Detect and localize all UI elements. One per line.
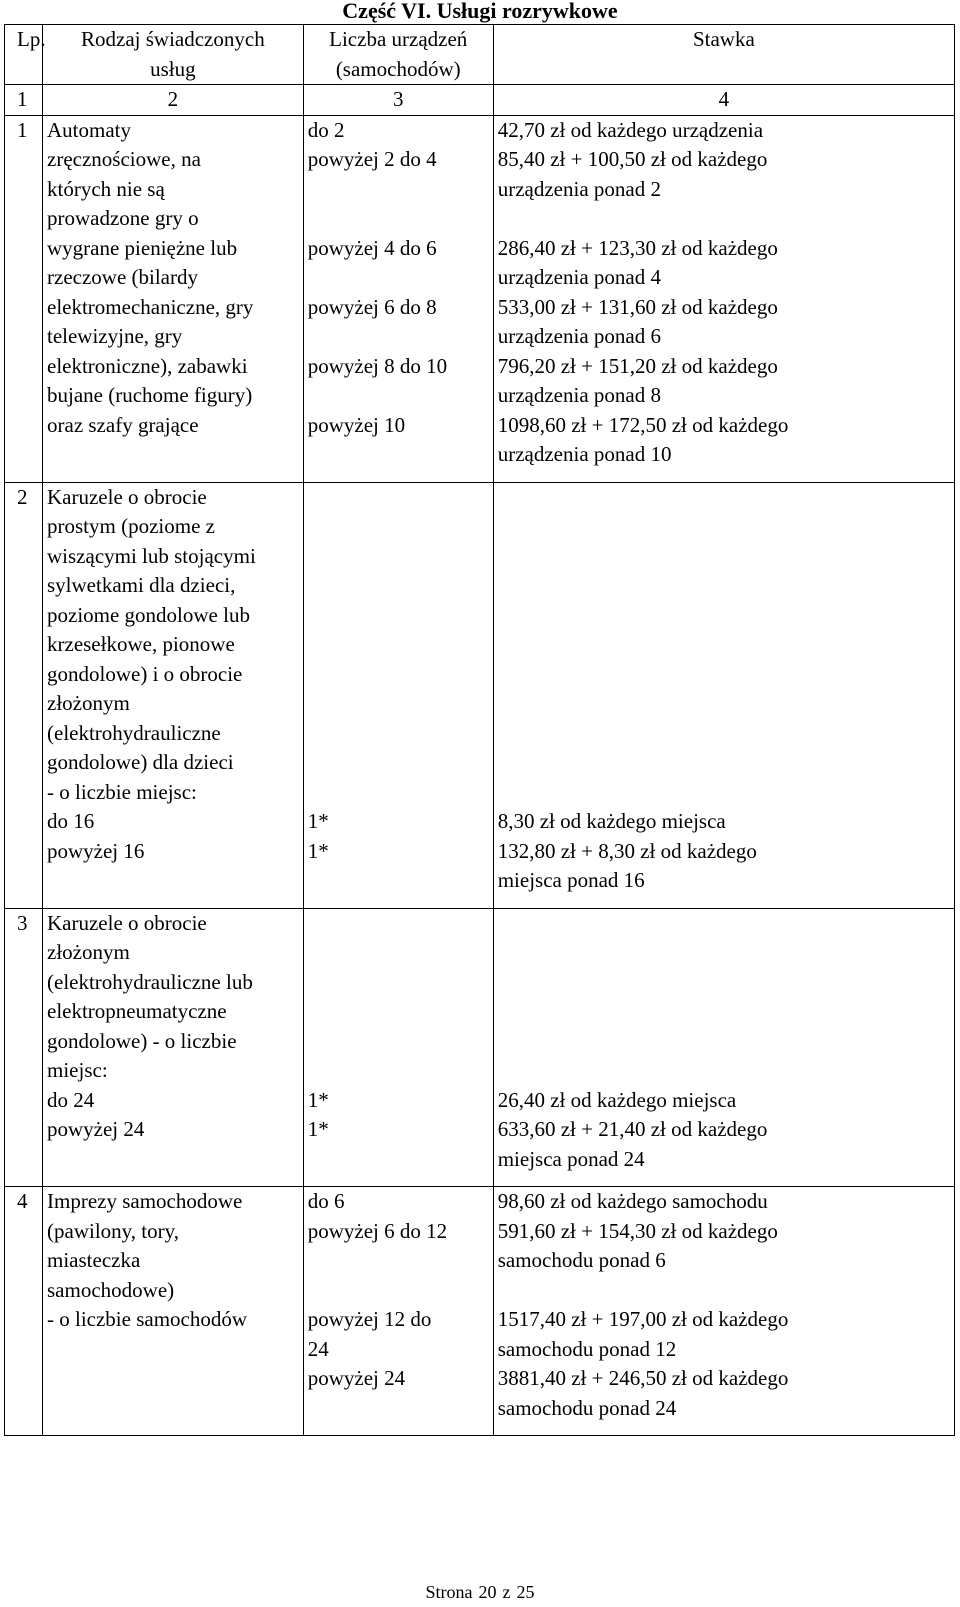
type-line: złożonym [47,691,130,715]
blank-line [498,997,950,1027]
blank-line [498,938,950,968]
blank-line [498,719,950,749]
count-line: do 2 [307,117,345,142]
cell-type [43,908,304,1187]
type-line: krzesełkowe, pionowe [47,632,235,656]
type-line: do 24 [47,1087,95,1112]
blank-line [498,1276,950,1306]
count-line: powyżej 4 do 6 [307,235,437,260]
blank-line [498,968,950,998]
type-line: bujane (ruchome figury) [47,383,253,407]
type-line: - o liczbie miejsc: [47,779,197,804]
section-title: Część VI. Usługi rozrywkowe [342,0,618,23]
rate-line: miejsca ponad 24 [497,1146,645,1171]
footer-label: Strona [425,1582,473,1602]
cell-rate [493,1187,954,1436]
cell-rate [493,908,954,1187]
type-line: poziome gondolowe lub [47,602,250,627]
type-line: prostym (poziome z [47,514,215,538]
blank-line [308,483,489,513]
type-line: elektromechaniczne, gry [47,294,254,319]
header-count-line: (samochodów) [335,56,461,81]
header-type-line: Rodzaj świadczonych [81,27,265,51]
header-row [5,25,955,85]
rate-line: samochodu ponad 6 [497,1248,666,1272]
type-line: Automaty [47,117,131,142]
type-line: gondolowe) i o obrocie [47,661,243,686]
row-number: 4 [5,1187,43,1436]
type-line: prowadzone gry o [47,206,199,230]
cell-rate [493,115,954,482]
cell-type [43,482,304,908]
blank-line [498,571,950,601]
rate-line: samochodu ponad 12 [497,1336,677,1361]
rate-line: 8,30 zł od każdego miejsca [497,809,726,833]
blank-line [308,909,489,939]
footer-of: z [502,1582,511,1602]
type-line: Karuzele o obrocie [47,910,207,935]
type-line: do 16 [47,809,95,833]
type-line: gondolowe) - o liczbie [47,1028,237,1053]
cell-type [43,115,304,482]
type-line: zręcznościowe, na [47,147,201,171]
type-line: miasteczka [47,1248,141,1272]
rate-line: 591,60 zł + 154,30 zł od każdego [497,1218,778,1243]
count-line: powyżej 6 do 12 [307,1218,448,1243]
blank-line [308,512,489,542]
rate-line: 85,40 zł + 100,50 zł od każdego [497,147,768,171]
blank-line [498,630,950,660]
type-line: (elektrohydrauliczne lub [47,969,253,994]
type-line: elektroniczne), zabawki [47,353,248,378]
blank-line [308,630,489,660]
count-line: powyżej 8 do 10 [307,353,448,378]
rate-line: 26,40 zł od każdego miejsca [497,1087,737,1112]
rate-line: 132,80 zł + 8,30 zł od każdego [497,838,757,863]
count-line: 1* [307,1087,329,1112]
rate-line: urządzenia ponad 8 [497,383,661,407]
rate-line: 3881,40 zł + 246,50 zł od każdego [497,1366,789,1390]
blank-line [498,601,950,631]
type-line: samochodowe) [47,1277,175,1302]
row-number: 1 [5,115,43,482]
count-line: 1* [307,838,329,863]
rate-line: samochodu ponad 24 [497,1395,677,1420]
table-row [5,115,955,482]
row-number: 2 [5,482,43,908]
blank-line [308,381,489,411]
blank-line [308,748,489,778]
numbering-row [5,85,955,116]
count-line: powyżej 24 [307,1366,406,1390]
type-line: telewizyjne, gry [47,324,183,348]
type-line: wygrane pieniężne lub [47,235,238,260]
type-line: oraz szafy grające [47,412,199,437]
type-line: - o liczbie samochodów [47,1307,248,1331]
blank-line [498,660,950,690]
type-line: (pawilony, tory, [47,1218,179,1243]
numbering-cell: 4 [493,85,954,116]
count-line: 1* [307,1117,329,1141]
table-row [5,908,955,1187]
rate-line: 533,00 zł + 131,60 zł od każdego [497,294,778,319]
rate-line: urządzenia ponad 10 [497,442,672,466]
count-line: do 6 [307,1189,345,1213]
type-line: (elektrohydrauliczne [47,720,221,745]
blank-line [308,1056,489,1086]
header-type-line: usług [150,56,196,81]
blank-line [308,719,489,749]
count-line: powyżej 2 do 4 [307,147,437,171]
type-line: wiszącymi lub stojącymi [47,543,256,568]
count-line: powyżej 6 do 8 [307,294,437,319]
blank-line [498,1027,950,1057]
count-line: 1* [307,809,329,833]
blank-line [498,1056,950,1086]
type-line: rzeczowe (bilardy [47,265,198,289]
blank-line [308,778,489,808]
blank-line [308,542,489,572]
blank-line [498,483,950,513]
table-row [5,482,955,908]
cell-count [303,115,493,482]
cell-type [43,1187,304,1436]
rate-line: urządzenia ponad 6 [497,324,661,348]
blank-line [498,542,950,572]
type-line: Karuzele o obrocie [47,484,207,509]
blank-line [308,601,489,631]
rate-line: 286,40 zł + 123,30 zł od każdego [497,235,778,260]
cell-count [303,908,493,1187]
cell-count [303,1187,493,1436]
blank-line [498,748,950,778]
header-lp: Lp. [5,25,43,85]
rate-line: 1098,60 zł + 172,50 zł od każdego [497,412,789,437]
type-line: elektropneumatyczne [47,999,227,1023]
type-line: złożonym [47,940,130,964]
type-line: powyżej 24 [47,1117,145,1141]
blank-line [308,1276,489,1306]
blank-line [308,571,489,601]
blank-line [308,997,489,1027]
blank-line [498,204,950,234]
header-rate: Stawka [493,25,954,85]
count-line: 24 [307,1336,329,1361]
numbering-cell: 1 [5,85,43,116]
cell-rate [493,482,954,908]
blank-line [498,778,950,808]
blank-line [308,1246,489,1276]
blank-line [498,512,950,542]
blank-line [498,689,950,719]
header-count [303,25,493,85]
tariff-body [5,115,955,1436]
numbering-cell: 2 [43,85,304,116]
blank-line [308,660,489,690]
footer-total-pages: 25 [516,1582,535,1602]
rate-line: urządzenia ponad 2 [497,176,661,201]
rate-line: 633,60 zł + 21,40 zł od każdego [497,1117,768,1141]
count-line: powyżej 12 do [307,1307,432,1331]
header-type [43,25,304,85]
numbering-cell: 3 [303,85,493,116]
table-row [5,1187,955,1436]
type-line: Imprezy samochodowe [47,1189,243,1213]
rate-line: 1517,40 zł + 197,00 zł od każdego [497,1307,789,1331]
header-count-line: Liczba urządzeń [329,27,468,51]
blank-line [308,322,489,352]
type-line: gondolowe) dla dzieci [47,750,234,774]
blank-line [308,938,489,968]
blank-line [498,909,950,939]
count-line: powyżej 10 [307,412,406,437]
blank-line [308,204,489,234]
blank-line [308,968,489,998]
type-line: których nie są [47,176,165,201]
blank-line [308,1027,489,1057]
page-footer [0,1581,960,1603]
blank-line [308,689,489,719]
type-line: powyżej 16 [47,838,145,863]
type-line: sylwetkami dla dzieci, [47,573,236,597]
tariff-table [4,24,955,1436]
row-number: 3 [5,908,43,1187]
rate-line: 98,60 zł od każdego samochodu [497,1189,768,1213]
blank-line [308,175,489,205]
rate-line: 796,20 zł + 151,20 zł od każdego [497,353,778,378]
footer-page-number: 20 [478,1582,497,1602]
cell-count [303,482,493,908]
rate-line: 42,70 zł od każdego urządzenia [497,117,764,142]
rate-line: miejsca ponad 16 [497,868,645,892]
blank-line [308,263,489,293]
type-line: miejsc: [47,1058,108,1082]
rate-line: urządzenia ponad 4 [497,265,661,289]
